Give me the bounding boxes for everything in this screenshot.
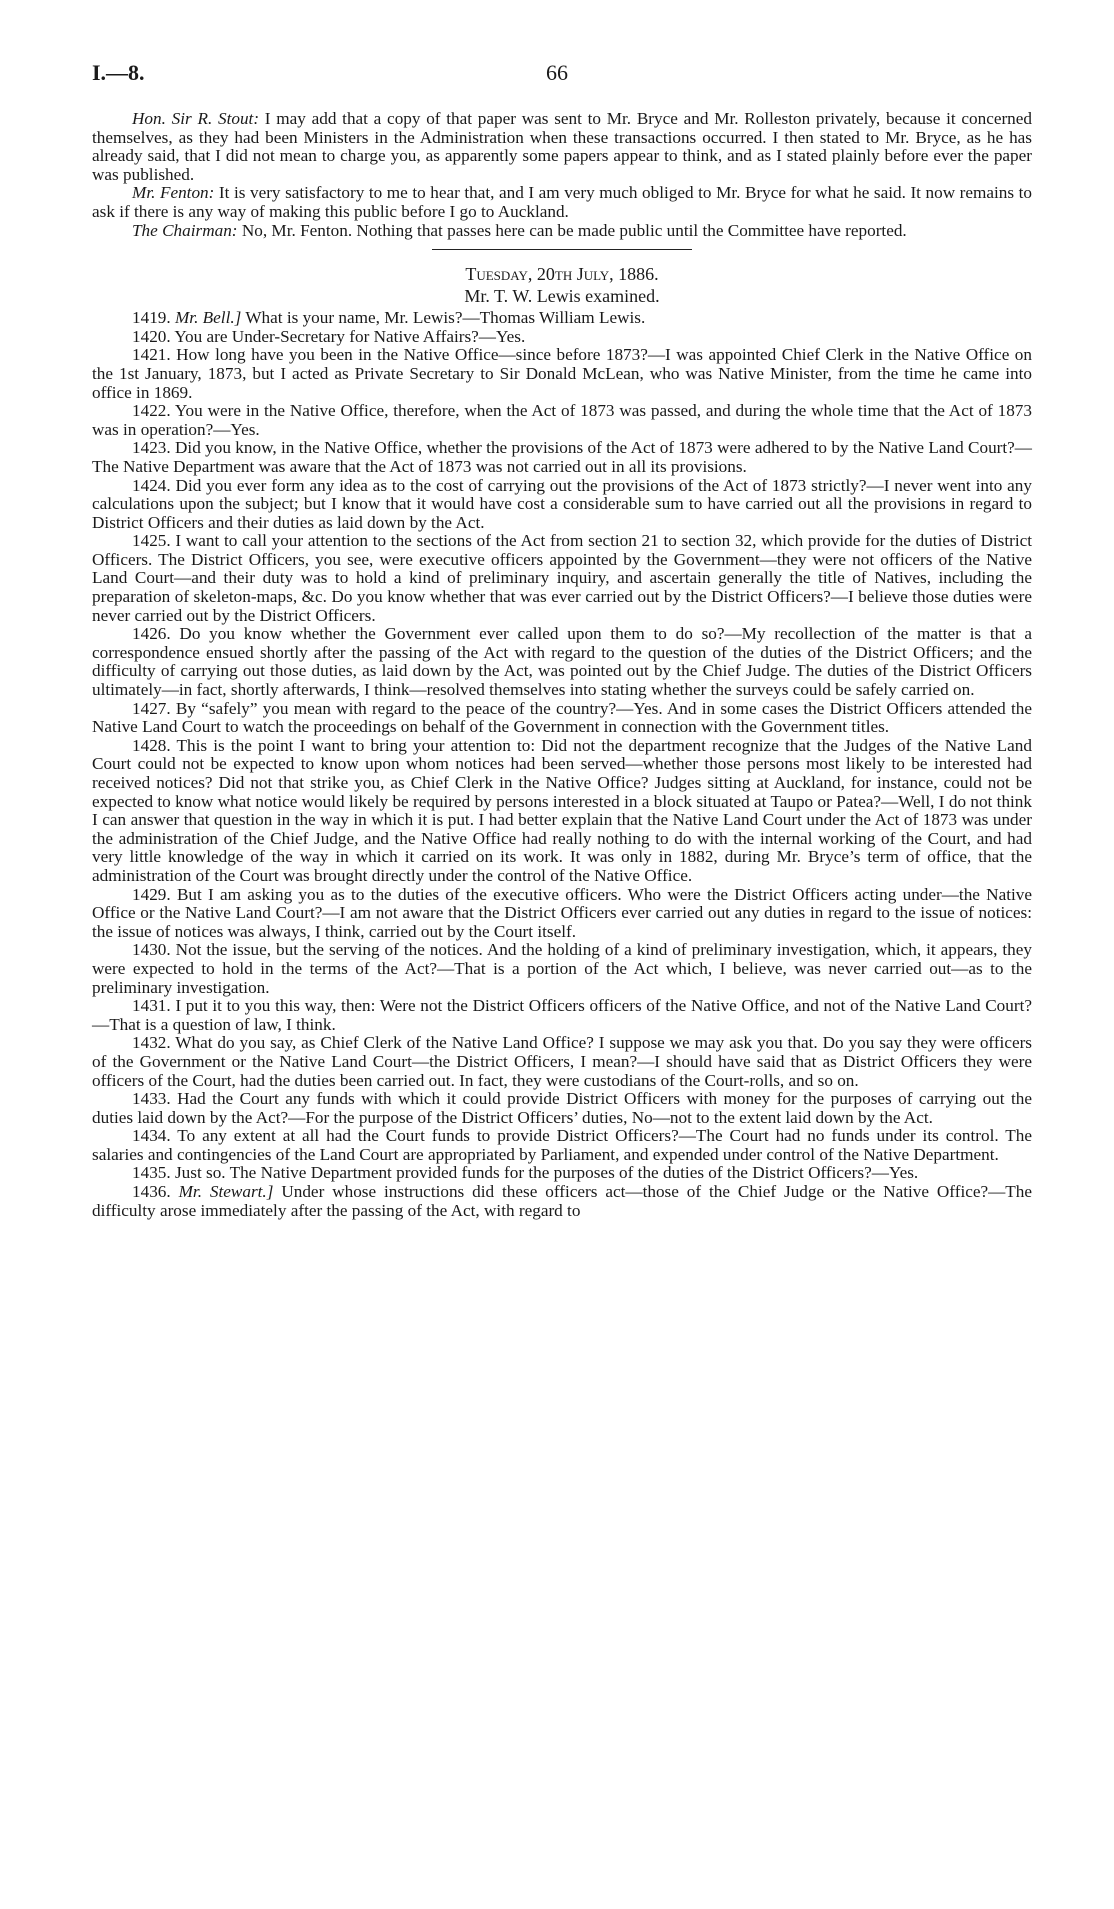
question-paragraph (92, 737, 1032, 886)
question-paragraph (92, 402, 1032, 439)
question-paragraph (92, 700, 1032, 737)
intro-paragraph (92, 110, 1032, 184)
session-date: Tuesday, 20th July, 1886. (465, 264, 659, 285)
question-number: 1427. (132, 698, 171, 718)
question-number: 1425. (132, 531, 171, 551)
question-paragraph (92, 886, 1032, 942)
paragraph-text: Did you ever form any idea as to the cost of carrying out the provisions of the Act of 1873 strictly?—I never went into any calculations upon the subject; but I know that it would have cost a considerable sum to have carried out all the provisions in regard to District Officers and their duties as laid down by the Act. (92, 475, 1032, 532)
question-number: 1431. (132, 996, 171, 1016)
question-paragraph (92, 532, 1032, 625)
intro-paragraph (92, 184, 1032, 221)
witness-heading: Mr. T. W. Lewis examined. (464, 286, 660, 307)
paragraph-text: What is your name, Mr. Lewis?—Thomas William Lewis. (241, 308, 646, 328)
question-number: 1424. (132, 475, 171, 495)
speaker: Mr. Stewart.] (178, 1182, 274, 1202)
paragraph-text: I put it to you this way, then: Were not the District Officers officers of the Native Office, and not of the Native Land Court?—That is a question of law, I think. (92, 996, 1032, 1034)
question-paragraph (92, 1090, 1032, 1127)
paragraph-text: This is the point I want to bring your attention to: Did not the department recognize that the Judges of the Native Land Court could not be expected to know upon whom notices had been served—whether those persons most likely to be interested had received notices? Did not that strike you, as Chief Clerk in the Native Office? Judges sitting at Auckland, for instance, could not be expected to know what notice would likely be required by persons interested in a block situated at Taupo or Patea?—Well, I do not think I can answer that question in the way in which it is put. I had better explain that the Native Land Court under the Act of 1873 was under the administration of the Chief Judge, and the Native Office had really nothing to do with the internal working of the Court, and had very little knowledge of the way in which it carried on its work. It was only in 1882, during Mr. Bryce’s term of office, that the administration of the Court was brought directly under the control of the Native Office. (92, 735, 1032, 885)
paragraph-text: Under whose instructions did these officers act—those of the Chief Judge or the Native Office?—The difficulty arose immediately after the passing of the Act, with regard to (92, 1182, 1033, 1220)
question-number: 1422. (132, 401, 171, 421)
paragraph-text: How long have you been in the Native Office—since before 1873?—I was appointed Chief Clerk in the Native Office on the 1st January, 1873, but I acted as Private Secretary to Sir Donald McLean, who was Native Minister, from the time he came into office in 1869. (92, 345, 1032, 402)
question-number: 1421. (132, 345, 171, 365)
speaker: Mr. Bell.] (174, 308, 242, 328)
speaker: Hon. Sir R. Stout: (132, 109, 260, 128)
paragraph-text: But I am asking you as to the duties of the executive officers. Who were the District Officers acting under—the Native Office or the Native Land Court?—I am not aware that the District Officers ever carried out any duties in regard to the issue of notices: the issue of notices was always, I think, carried out by the Court itself. (92, 884, 1032, 941)
paragraph-text: What do you say, as Chief Clerk of the Native Land Office? I suppose we may ask you that. Do you say they were officers of the Government or the Native Land Court—the District Officers, I mean?—I should have said that as District Officers they were officers of the Court, had the duties been carried out. In fact, they were custodians of the Court-rolls, and so on. (92, 1033, 1032, 1090)
paragraph-text: By “safely” you mean with regard to the peace of the country?—Yes. And in some cases the District Officers attended the Native Land Court to watch the proceedings on behalf of the Government in connection with the Government titles. (92, 698, 1032, 737)
question-paragraph (92, 1183, 1032, 1220)
paragraph-text: I may add that a copy of that paper was sent to Mr. Bryce and Mr. Rolleston privately, because it concerned themselves, as they had been Ministers in the Administration when these transactions occurred. I then stated to Mr. Bryce, as he has already said, that I did not mean to charge you, as apparently some papers appear to think, and as I stated plainly before ever the paper was published. (92, 109, 1032, 184)
paragraph-text: You are Under-Secretary for Native Affairs?—Yes. (170, 326, 526, 346)
question-number: 1434. (132, 1126, 171, 1146)
paragraph-text: Just so. The Native Department provided funds for the purposes of the duties of the District Officers?—Yes. (170, 1163, 919, 1183)
question-paragraph (92, 1127, 1032, 1164)
question-paragraph (92, 346, 1032, 402)
question-paragraph (92, 1034, 1032, 1090)
question-paragraph (92, 997, 1032, 1034)
paragraph-text: To any extent at all had the Court funds to provide District Officers?—The Court had no funds under its control. The salaries and contingencies of the Land Court are appropriated by Parliament, and expended under control of the Native Department. (92, 1126, 1032, 1164)
paragraph-text: No, Mr. Fenton. Nothing that passes here can be made public until the Committee have reported. (237, 220, 907, 240)
question-paragraph (92, 1164, 1032, 1183)
question-paragraph (92, 309, 1032, 328)
question-number: 1436. (132, 1182, 171, 1202)
page-number: 66 (546, 60, 568, 85)
question-number: 1429. (132, 884, 171, 904)
paragraph-text: Not the issue, but the serving of the notices. And the holding of a kind of preliminary investigation, which, it appears, they were expected to hold in the terms of the Act?—That is a portion of the Act which, I believe, was never carried out—as to the preliminary investigation. (92, 940, 1032, 997)
question-paragraph (92, 328, 1032, 347)
question-paragraph (92, 625, 1032, 699)
speaker: The Chairman: (132, 220, 238, 240)
question-paragraph (92, 439, 1032, 476)
intro-paragraph (92, 222, 1032, 241)
question-number: 1419. (132, 308, 171, 328)
section-divider (432, 249, 692, 250)
paragraph-text: I want to call your attention to the sections of the Act from section 21 to section 32, which provide for the duties of District Officers. The District Officers, you see, were executive officers appointed by the Government—they were not officers of the Native Land Court—and their duty was to hold a kind of preliminary inquiry, and ascertain generally the title of Natives, including the preparation of skeleton-maps, &c. Do you know whether that was ever carried out by the District Officers?—I believe those duties were never carried out by the District Officers. (92, 531, 1032, 625)
question-number: 1433. (132, 1089, 171, 1109)
document-body (92, 110, 1032, 1220)
paragraph-text: Had the Court any funds with which it could provide District Officers with money for the purposes of carrying out the duties laid down by the Act?—For the purpose of the District Officers’ duties, No—not to the extent laid down by the Act. (92, 1089, 1032, 1127)
speaker: Mr. Fenton: (132, 183, 215, 203)
question-number: 1432. (132, 1033, 171, 1053)
paragraph-text: You were in the Native Office, therefore, when the Act of 1873 was passed, and during the whole time that the Act of 1873 was in operation?—Yes. (92, 401, 1032, 439)
question-number: 1430. (132, 940, 171, 960)
question-number: 1426. (132, 624, 171, 644)
question-number: 1435. (132, 1163, 171, 1183)
question-number: 1428. (132, 735, 171, 755)
question-paragraph (92, 477, 1032, 533)
paragraph-text: It is very satisfactory to me to hear that, and I am very much obliged to Mr. Bryce for what he said. It now remains to ask if there is any way of making this public before I go to Auckland. (92, 183, 1032, 221)
question-paragraph (92, 941, 1032, 997)
question-number: 1423. (132, 438, 171, 458)
paragraph-text: Did you know, in the Native Office, whether the provisions of the Act of 1873 were adhered to by the Native Land Court?—The Native Department was aware that the Act of 1873 was not carried out in all its provisions. (92, 438, 1032, 476)
paragraph-text: Do you know whether the Government ever called upon them to do so?—My recollection of the matter is that a correspondence ensued shortly after the passing of the Act with regard to the question of the duties of the District Officers; and the difficulty of carrying out those duties, as laid down by the Act, was pointed out by the Chief Judge. The duties of the District Officers ultimately—in fact, shortly afterwards, I think—resolved themselves into stating whether the surveys could be safely carried on. (92, 624, 1032, 700)
question-number: 1420. (132, 326, 171, 346)
document-id: I.—8. (92, 60, 145, 85)
